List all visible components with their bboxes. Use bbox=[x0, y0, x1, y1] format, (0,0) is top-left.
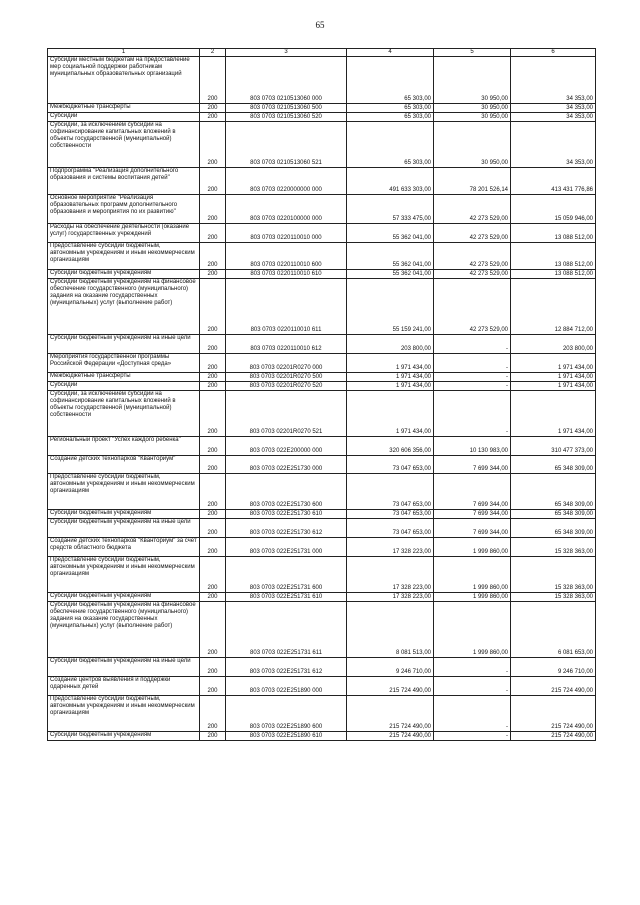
row-value-col6: 1 971 434,00 bbox=[511, 382, 596, 391]
row-value-col4: 65 303,00 bbox=[347, 57, 434, 104]
row-value-col5: - bbox=[434, 732, 511, 741]
row-value-col6: 310 477 373,00 bbox=[511, 437, 596, 456]
row-name: Субсидии местным бюджетам на предоставление мер социальной поддержки работникам муниципальных образовательных организаций bbox=[48, 57, 200, 104]
row-value-col4: 9 246 710,00 bbox=[347, 658, 434, 677]
row-name: Субсидии bbox=[48, 113, 200, 122]
row-value-col4: 1 971 434,00 bbox=[347, 382, 434, 391]
row-budget-code: 803 0703 0210513060 521 bbox=[226, 122, 347, 168]
header-col-5: 5 bbox=[434, 49, 511, 57]
row-budget-code: 803 0703 0220110010 610 bbox=[226, 270, 347, 279]
row-value-col6: 203 800,00 bbox=[511, 335, 596, 354]
row-budget-code: 803 0703 022E251731 610 bbox=[226, 593, 347, 602]
row-value-col6: 9 246 710,00 bbox=[511, 658, 596, 677]
row-value-col6: 1 971 434,00 bbox=[511, 354, 596, 373]
row-value-col6: 15 328 363,00 bbox=[511, 538, 596, 557]
row-value-col6: 15 328 363,00 bbox=[511, 593, 596, 602]
table-row bbox=[48, 602, 596, 658]
row-value-col5: - bbox=[434, 696, 511, 732]
row-code: 200 bbox=[200, 335, 226, 354]
row-value-col5: 7 699 344,00 bbox=[434, 519, 511, 538]
row-value-col6: 13 088 512,00 bbox=[511, 243, 596, 270]
row-code: 200 bbox=[200, 474, 226, 510]
table-row bbox=[48, 474, 596, 510]
header-col-2: 2 bbox=[200, 49, 226, 57]
table-row bbox=[48, 195, 596, 224]
row-value-col4: 1 971 434,00 bbox=[347, 354, 434, 373]
row-code: 200 bbox=[200, 677, 226, 696]
row-code: 200 bbox=[200, 456, 226, 474]
row-budget-code: 803 0703 022E251890 600 bbox=[226, 696, 347, 732]
row-value-col5: 10 130 983,00 bbox=[434, 437, 511, 456]
table-row bbox=[48, 391, 596, 437]
row-value-col6: 215 724 490,00 bbox=[511, 732, 596, 741]
row-value-col6: 65 348 309,00 bbox=[511, 510, 596, 519]
row-code: 200 bbox=[200, 593, 226, 602]
row-value-col4: 215 724 490,00 bbox=[347, 696, 434, 732]
row-value-col5: 42 273 529,00 bbox=[434, 243, 511, 270]
row-value-col5: - bbox=[434, 658, 511, 677]
row-budget-code: 803 0703 022E251731 600 bbox=[226, 557, 347, 593]
row-code: 200 bbox=[200, 373, 226, 382]
row-value-col5: - bbox=[434, 391, 511, 437]
row-budget-code: 803 0703 022E251730 610 bbox=[226, 510, 347, 519]
row-value-col5: 1 999 860,00 bbox=[434, 593, 511, 602]
row-budget-code: 803 0703 0220110010 611 bbox=[226, 279, 347, 335]
row-name: Предоставление субсидий бюджетным, автономным учреждениям и иным некоммерческим организациям bbox=[48, 474, 200, 510]
row-budget-code: 803 0703 022E251730 600 bbox=[226, 474, 347, 510]
row-budget-code: 803 0703 022E251730 000 bbox=[226, 456, 347, 474]
row-name: Субсидии бюджетным учреждениям на иные цели bbox=[48, 335, 200, 354]
row-budget-code: 803 0703 0220110010 000 bbox=[226, 224, 347, 243]
row-value-col4: 491 633 303,00 bbox=[347, 168, 434, 195]
row-value-col6: 65 348 309,00 bbox=[511, 456, 596, 474]
row-value-col6: 65 348 309,00 bbox=[511, 474, 596, 510]
table-row bbox=[48, 382, 596, 391]
row-value-col4: 203 800,00 bbox=[347, 335, 434, 354]
row-value-col5: 42 273 529,00 bbox=[434, 279, 511, 335]
row-value-col5: 7 699 344,00 bbox=[434, 456, 511, 474]
row-value-col4: 73 047 653,00 bbox=[347, 474, 434, 510]
row-budget-code: 803 0703 0220110010 612 bbox=[226, 335, 347, 354]
row-name: Предоставление субсидий бюджетным, автономным учреждениям и иным некоммерческим организациям bbox=[48, 557, 200, 593]
row-code: 200 bbox=[200, 279, 226, 335]
row-value-col6: 12 884 712,00 bbox=[511, 279, 596, 335]
row-code: 200 bbox=[200, 696, 226, 732]
row-value-col4: 8 081 513,00 bbox=[347, 602, 434, 658]
row-value-col6: 34 353,00 bbox=[511, 122, 596, 168]
row-code: 200 bbox=[200, 243, 226, 270]
row-code: 200 bbox=[200, 168, 226, 195]
budget-table bbox=[47, 48, 596, 741]
row-value-col6: 215 724 490,00 bbox=[511, 696, 596, 732]
row-code: 200 bbox=[200, 270, 226, 279]
row-code: 200 bbox=[200, 354, 226, 373]
row-code: 200 bbox=[200, 224, 226, 243]
row-value-col5: 7 699 344,00 bbox=[434, 510, 511, 519]
row-name: Региональный проект "Успех каждого ребенка" bbox=[48, 437, 200, 456]
row-budget-code: 803 0703 022E200000 000 bbox=[226, 437, 347, 456]
table-row bbox=[48, 510, 596, 519]
table-row bbox=[48, 104, 596, 113]
row-value-col4: 320 606 356,00 bbox=[347, 437, 434, 456]
table-row bbox=[48, 270, 596, 279]
row-value-col6: 13 088 512,00 bbox=[511, 270, 596, 279]
row-budget-code: 803 0703 022E251731 611 bbox=[226, 602, 347, 658]
table-row bbox=[48, 677, 596, 696]
row-value-col4: 55 159 241,00 bbox=[347, 279, 434, 335]
row-value-col4: 17 328 223,00 bbox=[347, 593, 434, 602]
row-budget-code: 803 0703 0220110010 600 bbox=[226, 243, 347, 270]
row-code: 200 bbox=[200, 122, 226, 168]
row-value-col4: 65 303,00 bbox=[347, 122, 434, 168]
row-name: Создание центров выявления и поддержки одаренных детей bbox=[48, 677, 200, 696]
row-code: 200 bbox=[200, 519, 226, 538]
row-value-col4: 65 303,00 bbox=[347, 113, 434, 122]
row-name: Предоставление субсидий бюджетным, автономным учреждениям и иным некоммерческим организациям bbox=[48, 696, 200, 732]
row-name: Субсидии бюджетным учреждениям bbox=[48, 593, 200, 602]
row-budget-code: 803 0703 022E251731 612 bbox=[226, 658, 347, 677]
row-budget-code: 803 0703 02201R0270 000 bbox=[226, 354, 347, 373]
row-value-col5: - bbox=[434, 354, 511, 373]
table-row bbox=[48, 354, 596, 373]
row-value-col4: 1 971 434,00 bbox=[347, 391, 434, 437]
row-value-col6: 6 081 653,00 bbox=[511, 602, 596, 658]
row-value-col6: 413 431 776,86 bbox=[511, 168, 596, 195]
row-code: 200 bbox=[200, 510, 226, 519]
row-code: 200 bbox=[200, 732, 226, 741]
header-col-3: 3 bbox=[226, 49, 347, 57]
row-value-col6: 215 724 490,00 bbox=[511, 677, 596, 696]
row-name: Субсидии бюджетным учреждениям на иные цели bbox=[48, 519, 200, 538]
row-value-col4: 17 328 223,00 bbox=[347, 538, 434, 557]
page-number: 65 bbox=[315, 20, 325, 30]
row-name: Расходы на обеспечение деятельности (оказание услуг) государственных учреждений bbox=[48, 224, 200, 243]
header-col-6: 6 bbox=[511, 49, 596, 57]
row-name: Создание детских технопарков "Кванториум" за счет средств областного бюджета bbox=[48, 538, 200, 557]
table-row bbox=[48, 279, 596, 335]
table-row bbox=[48, 224, 596, 243]
row-value-col4: 73 047 653,00 bbox=[347, 519, 434, 538]
row-value-col6: 34 353,00 bbox=[511, 104, 596, 113]
row-code: 200 bbox=[200, 382, 226, 391]
row-code: 200 bbox=[200, 538, 226, 557]
table-row bbox=[48, 658, 596, 677]
row-code: 200 bbox=[200, 557, 226, 593]
table-row bbox=[48, 373, 596, 382]
row-budget-code: 803 0703 0210513060 520 bbox=[226, 113, 347, 122]
table-row bbox=[48, 696, 596, 732]
row-value-col4: 55 362 041,00 bbox=[347, 270, 434, 279]
row-value-col4: 57 333 475,00 bbox=[347, 195, 434, 224]
row-name: Мероприятия государственной программы Российской Федерации «Доступная среда» bbox=[48, 354, 200, 373]
row-value-col5: 30 950,00 bbox=[434, 122, 511, 168]
row-value-col6: 1 971 434,00 bbox=[511, 373, 596, 382]
row-name: Межбюджетные трансферты bbox=[48, 373, 200, 382]
row-value-col5: - bbox=[434, 335, 511, 354]
header-col-4: 4 bbox=[347, 49, 434, 57]
row-name: Субсидии бюджетным учреждениям bbox=[48, 510, 200, 519]
table-row bbox=[48, 593, 596, 602]
row-name: Субсидии бюджетным учреждениям bbox=[48, 732, 200, 741]
table-row bbox=[48, 437, 596, 456]
row-code: 200 bbox=[200, 104, 226, 113]
row-value-col5: 7 699 344,00 bbox=[434, 474, 511, 510]
row-value-col5: - bbox=[434, 677, 511, 696]
row-value-col6: 1 971 434,00 bbox=[511, 391, 596, 437]
row-value-col5: 78 201 526,14 bbox=[434, 168, 511, 195]
table-body bbox=[48, 57, 596, 741]
row-code: 200 bbox=[200, 658, 226, 677]
row-value-col5: 30 950,00 bbox=[434, 104, 511, 113]
row-value-col5: - bbox=[434, 373, 511, 382]
row-name: Межбюджетные трансферты bbox=[48, 104, 200, 113]
row-name: Субсидии бюджетным учреждениям на финансовое обеспечение государственного (муниципального) задания на оказание государственных (муниципальных) услуг (выполнение работ) bbox=[48, 279, 200, 335]
row-budget-code: 803 0703 022E251890 610 bbox=[226, 732, 347, 741]
header-row bbox=[48, 49, 596, 57]
row-value-col4: 17 328 223,00 bbox=[347, 557, 434, 593]
row-value-col5: 1 999 860,00 bbox=[434, 602, 511, 658]
table-row bbox=[48, 243, 596, 270]
row-budget-code: 803 0703 022E251890 000 bbox=[226, 677, 347, 696]
row-value-col4: 73 047 653,00 bbox=[347, 456, 434, 474]
row-value-col4: 73 047 653,00 bbox=[347, 510, 434, 519]
row-budget-code: 803 0703 0210513060 000 bbox=[226, 57, 347, 104]
row-value-col6: 34 353,00 bbox=[511, 113, 596, 122]
row-name: Субсидии бюджетным учреждениям bbox=[48, 270, 200, 279]
row-budget-code: 803 0703 02201R0270 521 bbox=[226, 391, 347, 437]
row-name: Создание детских технопарков "Кванториум" bbox=[48, 456, 200, 474]
row-code: 200 bbox=[200, 195, 226, 224]
table-row bbox=[48, 113, 596, 122]
table-row bbox=[48, 538, 596, 557]
row-value-col4: 215 724 490,00 bbox=[347, 732, 434, 741]
row-code: 200 bbox=[200, 437, 226, 456]
row-value-col6: 15 059 946,00 bbox=[511, 195, 596, 224]
row-name: Субсидии bbox=[48, 382, 200, 391]
row-budget-code: 803 0703 02201R0270 520 bbox=[226, 382, 347, 391]
row-budget-code: 803 0703 022E251730 612 bbox=[226, 519, 347, 538]
row-budget-code: 803 0703 0210513060 500 bbox=[226, 104, 347, 113]
table-row bbox=[48, 519, 596, 538]
table-row bbox=[48, 557, 596, 593]
row-value-col4: 215 724 490,00 bbox=[347, 677, 434, 696]
table-row bbox=[48, 168, 596, 195]
table-header bbox=[48, 49, 596, 57]
row-name: Предоставление субсидий бюджетным, автономным учреждениям и иным некоммерческим организациям bbox=[48, 243, 200, 270]
row-value-col5: 42 273 529,00 bbox=[434, 270, 511, 279]
table-row bbox=[48, 57, 596, 104]
row-value-col5: 1 999 860,00 bbox=[434, 538, 511, 557]
row-value-col4: 65 303,00 bbox=[347, 104, 434, 113]
row-value-col5: 1 999 860,00 bbox=[434, 557, 511, 593]
table-row bbox=[48, 335, 596, 354]
row-name: Субсидии бюджетным учреждениям на иные цели bbox=[48, 658, 200, 677]
row-value-col5: 30 950,00 bbox=[434, 57, 511, 104]
row-code: 200 bbox=[200, 391, 226, 437]
header-col-1: 1 bbox=[48, 49, 200, 57]
row-name: Субсидии бюджетным учреждениям на финансовое обеспечение государственного (муниципального) задания на оказание государственных (муниципальных) услуг (выполнение работ) bbox=[48, 602, 200, 658]
row-budget-code: 803 0703 02201R0270 500 bbox=[226, 373, 347, 382]
row-value-col4: 1 971 434,00 bbox=[347, 373, 434, 382]
table-row bbox=[48, 732, 596, 741]
row-name: Субсидии, за исключением субсидий на софинансирование капитальных вложений в объекты государственной (муниципальной) собственности bbox=[48, 391, 200, 437]
row-value-col4: 55 362 041,00 bbox=[347, 243, 434, 270]
row-code: 200 bbox=[200, 602, 226, 658]
row-value-col6: 34 353,00 bbox=[511, 57, 596, 104]
row-value-col5: - bbox=[434, 382, 511, 391]
row-budget-code: 803 0703 0220000000 000 bbox=[226, 168, 347, 195]
row-budget-code: 803 0703 022E251731 000 bbox=[226, 538, 347, 557]
row-value-col6: 13 088 512,00 bbox=[511, 224, 596, 243]
table-row bbox=[48, 456, 596, 474]
row-value-col5: 42 273 529,00 bbox=[434, 195, 511, 224]
row-value-col6: 15 328 363,00 bbox=[511, 557, 596, 593]
row-code: 200 bbox=[200, 113, 226, 122]
row-value-col5: 30 950,00 bbox=[434, 113, 511, 122]
row-name: Основное мероприятие "Реализация образовательных программ дополнительного образования и мероприятия по их развитию" bbox=[48, 195, 200, 224]
row-budget-code: 803 0703 0220100000 000 bbox=[226, 195, 347, 224]
row-value-col5: 42 273 529,00 bbox=[434, 224, 511, 243]
row-code: 200 bbox=[200, 57, 226, 104]
row-name: Подпрограмма "Реализация дополнительного образования и системы воспитания детей" bbox=[48, 168, 200, 195]
row-name: Субсидии, за исключением субсидий на софинансирование капитальных вложений в объекты государственной (муниципальной) собственности bbox=[48, 122, 200, 168]
row-value-col4: 55 362 041,00 bbox=[347, 224, 434, 243]
table-row bbox=[48, 122, 596, 168]
row-value-col6: 65 348 309,00 bbox=[511, 519, 596, 538]
